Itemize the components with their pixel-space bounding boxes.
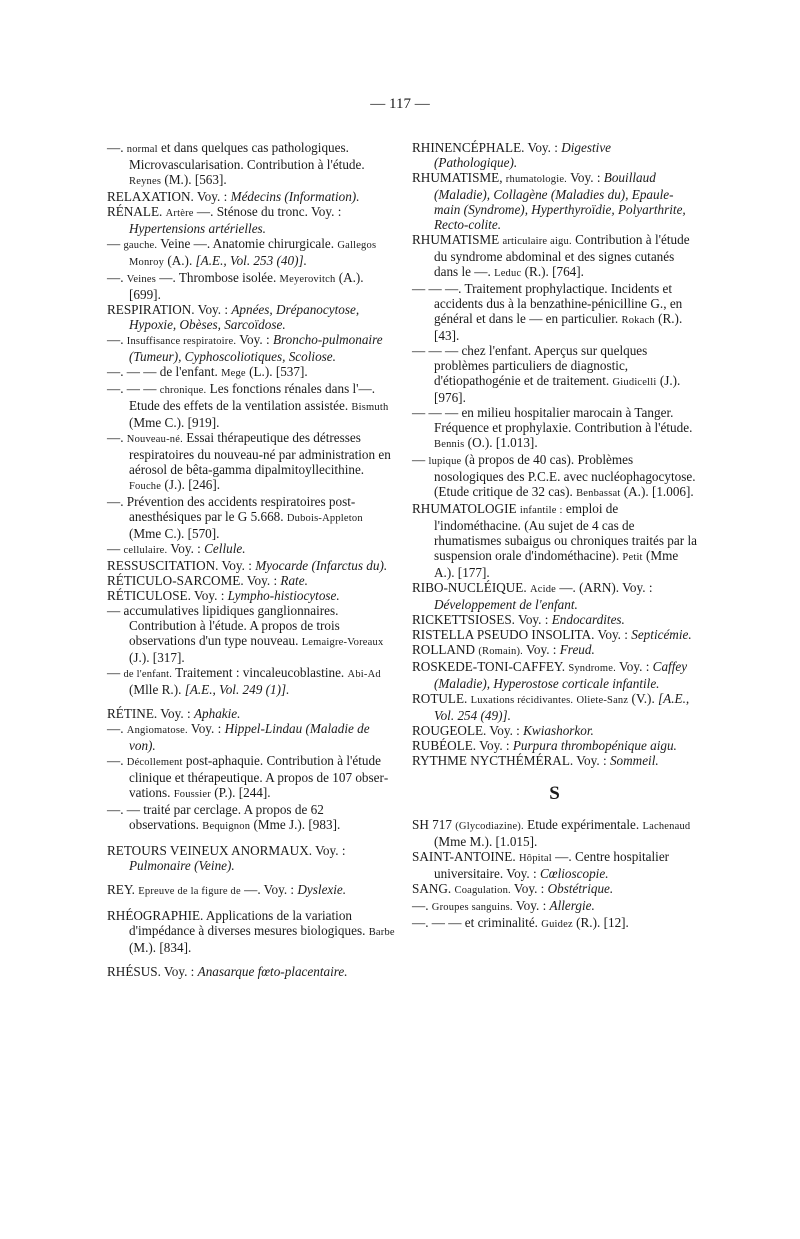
right-column-s-entries [412,817,697,932]
italic-text: Aphakie. [193,706,241,721]
entry-text: RHUMATISME, [412,170,506,185]
index-entry [107,753,397,802]
index-entry [412,898,697,915]
index-entry [107,364,397,381]
entry-text: ROTULE. [412,691,471,706]
entry-text: (Mme J.). [983]. [250,817,341,832]
index-entry [412,140,697,170]
italic-text: [A.E., Vol. 254 (49)]. [434,691,690,723]
entry-text: RÉNALE. [107,204,166,219]
entry-text: — accumulatives lipidiques ganglionnaires. Contribution à l'étude. A propos de trois observations d'un type nouveau. [107,603,340,648]
index-entry [107,964,397,979]
entry-text: —. — traité par cerclage. A propos de 62 observations. [107,802,324,832]
italic-text: Cellule. [204,541,246,556]
index-entry [412,881,697,898]
entry-text: (à propos de 40 cas). Problèmes nosologiques des P.C.E. avec nucléophagocytose. (Etude critique de 32 cas). [434,452,696,499]
small-caps-text: Mege [221,368,246,379]
italic-text: Purpura thrombopénique aigu. [512,738,677,753]
entry-text: Veine —. Anatomie chirurgicale. [157,236,338,251]
index-entry [412,281,697,343]
entry-text: Voy. : [615,659,653,674]
italic-text: Développement de l'enfant. [434,597,578,612]
entry-text: Voy. : [167,541,205,556]
entry-text: —. [107,721,127,736]
index-entry [107,588,397,603]
italic-text: Anasarque fœto-placentaire. [197,964,348,979]
entry-text: —. [412,898,432,913]
small-caps-text: Nouveau-né. [126,434,183,445]
index-entry [412,753,697,768]
index-entry [107,882,397,899]
index-entry [107,908,397,955]
entry-text: RÉTINE. Voy. : [107,706,194,721]
entry-text: (J.). [246]. [161,477,221,492]
small-caps-text: chronique. [159,385,207,396]
small-caps-text: Giudicelli [612,377,657,388]
italic-text: Allergie. [549,898,595,913]
entry-text: Voy. : [567,170,604,185]
small-caps-text: Lachenaud [642,821,691,832]
entry-text: — [107,665,124,680]
small-caps-text: Décollement [126,757,183,768]
index-entry [412,659,697,691]
italic-text: Apnées, Drépanocytose, Hypoxie, Obèses, Sarcoïdose. [129,302,360,332]
entry-text: —. Voy. : [240,882,298,897]
entry-text: (Mlle R.). [129,682,185,697]
entry-text: —. Centre hospitalier universitaire. Voy. : [434,849,670,881]
small-caps-text: gauche. [123,240,158,251]
small-caps-text: rhumatologie. [505,174,568,185]
entry-text: — — — chez l'enfant. Aperçus sur quelques problèmes particuliers de diagnostic, d'étiopathogénie et de traitement. [412,343,648,388]
index-entry [107,236,397,270]
index-entry [412,170,697,232]
index-entry [412,612,697,627]
entry-text: RESPIRATION. Voy. : [107,302,232,317]
entry-text: Voy. : [512,898,550,913]
index-entry [107,843,397,873]
entry-text: (R.). [12]. [572,915,629,930]
italic-text: Endocardites. [551,612,625,627]
entry-text: et dans quelques cas pathologiques. Microvascularisation. Contribution à l'étude. [129,140,365,172]
entry-text: Contribution à l'étude du syndrome abdominal et des signes cutanés dans le —. [434,232,690,279]
left-column [107,140,397,979]
entry-text: (P.). [244]. [210,785,271,800]
entry-text: RHUMATISME [412,232,503,247]
entry-text: Voy. : [236,332,273,347]
small-caps-text: Meyerovitch [279,274,336,285]
italic-text: Rate. [280,573,308,588]
section-letter: S [549,783,560,804]
index-entry [412,452,697,501]
small-caps-text: Groupes sanguins. [431,902,513,913]
index-entry [412,405,697,452]
entry-text: —. [107,753,127,768]
entry-text: (V.). [628,691,659,706]
entry-text: (Mme C.). [570]. [129,526,220,541]
small-caps-text: Dubois-Appleton [286,513,363,524]
italic-text: Bouillaud (Maladie), Collagène (Maladies du), Epaule-main (Syndrome), Hyperthyroïdie, Polyarthrite, Recto-colite. [434,170,686,232]
index-entry [107,302,397,332]
index-entry [107,721,397,753]
entry-text: —. — — [107,381,160,396]
entry-text: RHINENCÉPHALE. Voy. : [412,140,562,155]
entry-text: —. [107,332,127,347]
entry-text: — [107,541,124,556]
index-entry [412,642,697,659]
small-caps-text: Foussier [173,789,211,800]
small-caps-text: Bennis [434,439,465,450]
right-column [412,140,697,932]
entry-text: RHÉOGRAPHIE. Applications de la variation d'impédance à diverses mesures biologiques. [107,908,369,938]
index-entry [107,558,397,573]
entry-text: —. [107,430,127,445]
small-caps-text: articulaire aigu. [502,236,572,247]
italic-text: [A.E., Vol. 249 (1)]. [184,682,290,697]
small-caps-text: Syndrome. [568,663,616,674]
italic-text: Médecins (Information). [230,189,360,204]
entry-text: (Mme M.). [1.015]. [434,834,538,849]
entry-text: Voy. : [510,881,548,896]
page-number: — 117 — [370,96,430,112]
small-caps-text: de l'enfant. [123,669,173,680]
small-caps-text: Luxations récidivantes. [470,695,574,706]
small-caps-text: Barbe [368,927,395,938]
small-caps-text: Benbassat [576,488,621,499]
index-entry [107,494,397,541]
entry-text: —. (ARN). Voy. : [556,580,653,595]
small-caps-text: Epreuve de la figure de [138,886,241,897]
italic-text: [A.E., Vol. 253 (40)]. [195,253,307,268]
small-caps-text: Angiomatose. [126,725,188,736]
entry-text: emploi de l'indométhacine. (Au sujet de 4 cas de rhumatismes subaigus ou chroniques traités par la suspension orale d'indométhacine). [434,501,697,563]
entry-text: — — —. Traitement prophylactique. Incidents et accidents dus à la benzathine-pénicilline G., en général et dans le — en particulier. [412,281,683,326]
entry-text: —. — — de l'enfant. [107,364,222,379]
entry-text: — [412,452,429,467]
index-entry [107,573,397,588]
small-caps-text: Bismuth [351,402,389,413]
index-entry [107,603,397,665]
entry-text: ROSKEDE-TONI-CAFFEY. [412,659,569,674]
right-column-r-entries [412,140,697,768]
small-caps-text: Oliete-Sanz [576,695,629,706]
index-entry [412,691,697,723]
entry-text: (J.). [976]. [434,373,681,405]
italic-text: Obstétrique. [547,881,614,896]
entry-text: RHUMATOLOGIE [412,501,520,516]
italic-text: Caffey (Maladie), Hyperostose corticale infantile. [434,659,688,691]
italic-text: Digestive (Pathologique). [434,140,612,170]
index-entry [412,915,697,932]
italic-text: Kwiashorkor. [523,723,594,738]
entry-text: (A.). [1.006]. [620,484,694,499]
index-entry [412,232,697,281]
italic-text: Pulmonaire (Veine). [129,858,235,873]
entry-text: (J.). [317]. [129,650,185,665]
entry-text: Voy. : [187,721,225,736]
entry-text: Essai thérapeutique des détresses respiratoires du nouveau-né par administration en aérosol de bêta-gamma dipalmitoyllecithine. [129,430,391,477]
entry-text: (A.). [699]. [129,270,364,302]
index-entry [412,738,697,753]
entry-text: (R.). [43]. [434,311,683,343]
entry-text: —. Sténose du tronc. Voy. : [193,204,342,219]
entry-text: RETOURS VEINEUX ANORMAUX. Voy. : [107,843,346,858]
small-caps-text: Insuffisance respiratoire. [126,336,237,347]
entry-text: (L.). [537]. [245,364,308,379]
index-entry [107,665,397,697]
small-caps-text: Hôpital [518,853,552,864]
entry-text: (R.). [764]. [521,264,584,279]
entry-text: ROUGEOLE. Voy. : [412,723,524,738]
entry-text: Les fonctions rénales dans l'—. Etude des effets de la ventilation assistée. [129,381,376,413]
small-caps-text: (Romain). [478,646,523,657]
index-entry [412,723,697,738]
entry-text: SH 717 [412,817,456,832]
index-entry [412,817,697,849]
small-caps-text: Petit [622,552,643,563]
small-caps-text: normal [126,144,158,155]
index-entry [107,541,397,558]
italic-text: Hippel-Lindau (Maladie de von). [129,721,370,753]
entry-text: Etude expérimentale. [523,817,643,832]
small-caps-text: Abi-Ad [347,669,381,680]
italic-text: Lympho-histiocytose. [227,588,340,603]
entry-text: —. — — et criminalité. [412,915,542,930]
entry-text: (A.). [164,253,196,268]
index-entry [107,381,397,430]
entry-text: RICKETTSIOSES. Voy. : [412,612,552,627]
small-caps-text: Fouche [129,481,162,492]
small-caps-text: Lemaigre-Voreaux [301,637,384,648]
entry-text: RÉTICULOSE. Voy. : [107,588,228,603]
italic-text: Septicémie. [631,627,692,642]
entry-text: RÉTICULO-SARCOME. Voy. : [107,573,281,588]
index-entry [412,849,697,881]
entry-text: (M.). [563]. [161,172,227,187]
entry-text: SAINT-ANTOINE. [412,849,519,864]
index-entry [107,430,397,494]
small-caps-text: Gallegos Monroy [129,240,377,268]
entry-text: —. [107,140,127,155]
italic-text: Dyslexie. [297,882,347,897]
italic-text: Cœlioscopie. [539,866,609,881]
small-caps-text: Acide [529,584,557,595]
entry-text: Traitement : vincaleucoblastine. [172,665,348,680]
entry-text: —. Prévention des accidents respiratoires post-anesthésiques par le G 5.668. [107,494,356,524]
entry-text: RESSUSCITATION. Voy. : [107,558,256,573]
index-entry [412,580,697,612]
entry-text: — [107,236,124,251]
entry-text: RELAXATION. Voy. : [107,189,231,204]
small-caps-text: (Glycodiazine). [455,821,524,832]
small-caps-text: Guidez [541,919,573,930]
small-caps-text: cellulaire. [123,545,168,556]
small-caps-text: lupique [428,456,462,467]
entry-text: RISTELLA PSEUDO INSOLITA. Voy. : [412,627,632,642]
index-entry [412,343,697,405]
index-entry [412,627,697,642]
index-entry [107,189,397,204]
entry-text: REY. [107,882,139,897]
entry-text: RYTHME NYCTHÉMÉRAL. Voy. : [412,753,610,768]
small-caps-text: Rokach [621,315,655,326]
entry-text: ROLLAND [412,642,479,657]
index-entry [107,706,397,721]
italic-text: Myocarde (Infarctus du). [255,558,388,573]
italic-text: Freud. [559,642,595,657]
index-entry [107,140,397,189]
entry-text: SANG. [412,881,455,896]
small-caps-text: Bequignon [202,821,251,832]
small-caps-text: Reynes [129,176,162,187]
entry-text: (Mme A.). [177]. [434,548,679,580]
index-entry [107,332,397,364]
italic-text: Broncho-pulmonaire (Tumeur), Cyphoscoliotiques, Scoliose. [129,332,383,364]
small-caps-text: Artère [165,208,194,219]
entry-text: —. Thrombose isolée. [155,270,280,285]
entry-text: (M.). [834]. [129,940,192,955]
entry-text: post-aphaquie. Contribution à l'étude clinique et thérapeutique. A propos de 107 observations. [129,753,389,800]
entry-text: (Mme C.). [919]. [129,415,220,430]
small-caps-text: Coagulation. [454,885,511,896]
entry-text: —. [107,270,127,285]
italic-text: Hypertensions artérielles. [129,221,266,236]
entry-text: (O.). [1.013]. [464,435,538,450]
entry-text: — — — en milieu hospitalier marocain à Tanger. Fréquence et prophylaxie. Contribution à l'étude. [412,405,693,435]
entry-text: Voy. : [522,642,560,657]
index-entry [107,204,397,236]
index-entry [107,802,397,834]
index-entry [412,501,697,580]
small-caps-text: Leduc [494,268,522,279]
small-caps-text: Veines [126,274,156,285]
small-caps-text: infantile : [519,505,563,516]
entry-text: RUBÉOLE. Voy. : [412,738,513,753]
entry-text: RHÉSUS. Voy. : [107,964,198,979]
index-entry [107,270,397,302]
entry-text: RIBO-NUCLÉIQUE. [412,580,530,595]
italic-text: Sommeil. [609,753,659,768]
